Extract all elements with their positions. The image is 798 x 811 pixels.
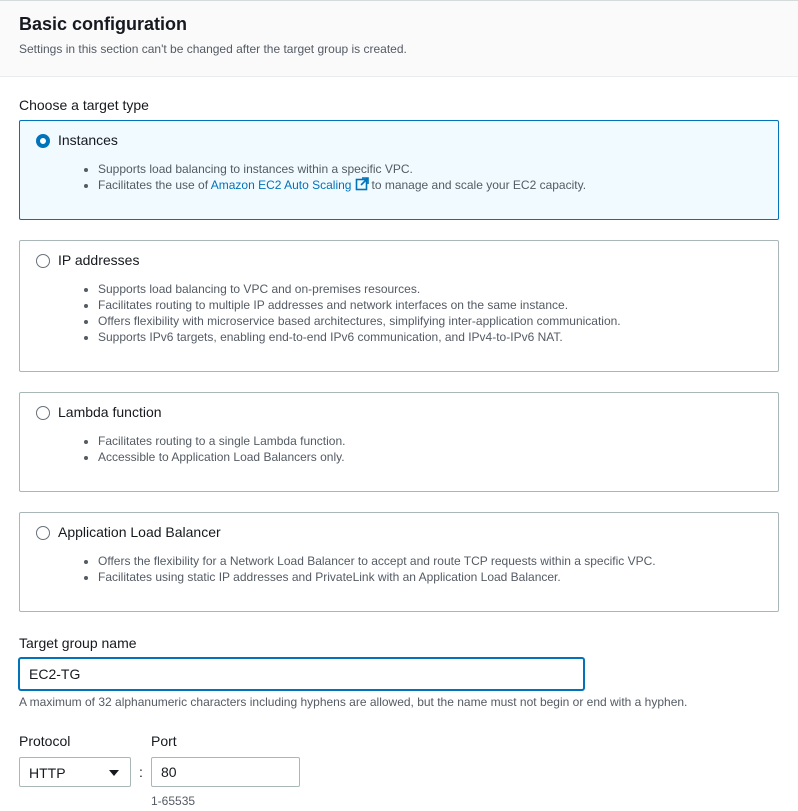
option-bullet: • Accessible to Application Load Balancers only. <box>98 449 345 465</box>
caret-down-icon <box>108 769 120 777</box>
bullet-text: Facilitates the use of <box>98 178 209 192</box>
target-group-name-input[interactable] <box>19 658 584 690</box>
option-bullet: • Supports load balancing to VPC and on-premises resources. <box>98 281 621 297</box>
option-bullet: • Facilitates routing to multiple IP addresses and network interfaces on the same instance. <box>98 297 621 313</box>
option-label: IP addresses <box>58 252 140 268</box>
port-input[interactable] <box>151 757 300 787</box>
radio-lambda[interactable] <box>36 406 50 420</box>
target-type-label: Choose a target type <box>19 97 149 113</box>
protocol-value: HTTP <box>29 765 66 781</box>
option-bullet: • Offers flexibility with microservice based architectures, simplifying inter-application communication. <box>98 313 621 329</box>
protocol-label: Protocol <box>19 733 71 749</box>
option-bullets <box>82 553 656 585</box>
ec2-auto-scaling-link[interactable]: Amazon EC2 Auto Scaling <box>210 178 352 192</box>
target-group-name-hint: A maximum of 32 alphanumeric characters including hyphens are allowed, but the name must not begin or end with a hyphen. <box>19 695 688 709</box>
option-label: Lambda function <box>58 404 162 420</box>
option-bullet: • Facilitates routing to a single Lambda function. <box>98 433 345 449</box>
target-type-option-ip-addresses[interactable] <box>19 240 779 372</box>
external-link-icon <box>355 177 369 191</box>
option-bullet <box>98 177 586 193</box>
target-group-name-label: Target group name <box>19 635 137 651</box>
section-header <box>0 0 798 77</box>
radio-ip-addresses[interactable] <box>36 254 50 268</box>
bullet-suffix: to manage and scale your EC2 capacity. <box>371 178 587 192</box>
target-type-option-instances[interactable] <box>19 120 779 220</box>
target-type-option-alb[interactable] <box>19 512 779 612</box>
radio-instances[interactable] <box>36 134 50 148</box>
protocol-port-separator: : <box>139 764 143 780</box>
section-description: Settings in this section can't be changed after the target group is created. <box>19 42 407 56</box>
radio-alb[interactable] <box>36 526 50 540</box>
option-bullets <box>82 433 345 465</box>
option-bullets <box>82 281 621 345</box>
option-bullet: • Supports load balancing to instances within a specific VPC. <box>98 161 586 177</box>
section-title: Basic configuration <box>19 14 188 34</box>
protocol-select[interactable] <box>19 757 131 787</box>
option-label: Instances <box>58 132 118 148</box>
port-label: Port <box>151 733 177 749</box>
option-label: Application Load Balancer <box>58 524 221 540</box>
option-bullet: • Facilitates using static IP addresses and PrivateLink with an Application Load Balancer. <box>98 569 656 585</box>
port-hint: 1-65535 <box>151 794 196 808</box>
option-bullet: • Supports IPv6 targets, enabling end-to-end IPv6 communication, and IPv4-to-IPv6 NAT. <box>98 329 621 345</box>
target-type-option-lambda[interactable] <box>19 392 779 492</box>
option-bullets <box>82 161 586 193</box>
option-bullet: • Offers the flexibility for a Network Load Balancer to accept and route TCP requests within a specific VPC. <box>98 553 656 569</box>
